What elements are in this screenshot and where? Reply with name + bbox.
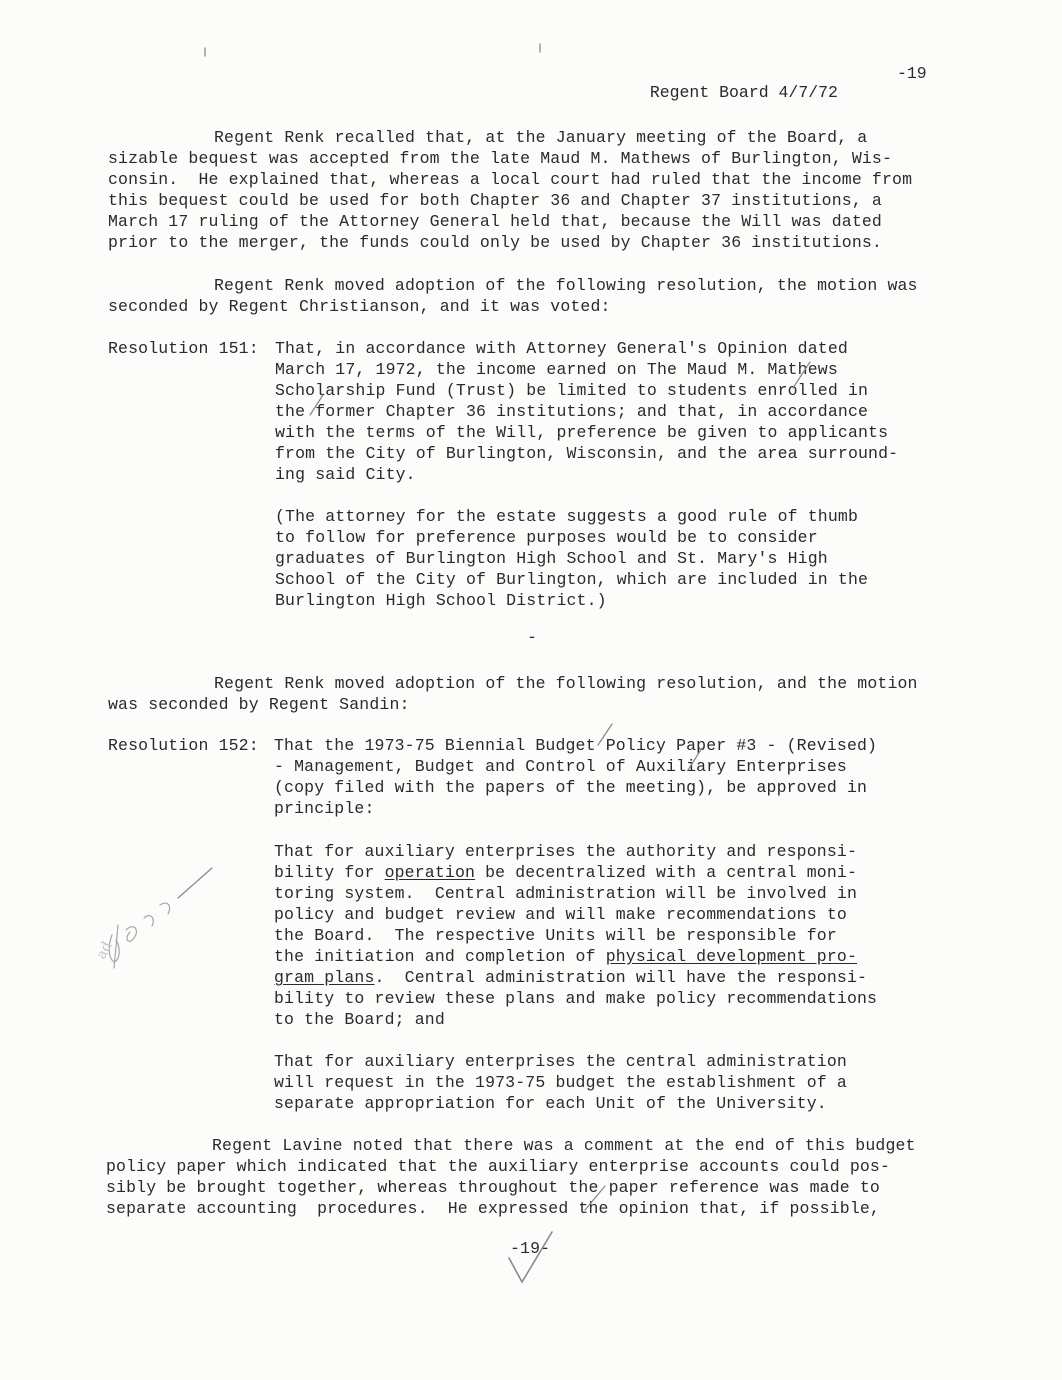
- text-line: [274, 946, 857, 967]
- text-line: Regent Lavine noted that there was a comment at the end of this budget: [212, 1136, 916, 1155]
- resolution-label: Resolution 151:: [108, 339, 259, 358]
- text-line: from the City of Burlington, Wisconsin, and the area surround-: [275, 444, 899, 463]
- text-line: graduates of Burlington High School and St. Mary's High: [275, 549, 828, 568]
- text-line: separate appropriation for each Unit of the University.: [274, 1094, 827, 1113]
- underlined-text: gram plans: [274, 968, 375, 987]
- text-line: Scholarship Fund (Trust) be limited to students enrolled in: [275, 381, 869, 400]
- text-line: [274, 967, 867, 988]
- header-page-number: -19: [897, 64, 927, 83]
- text-line: to follow for preference purposes would be to consider: [275, 528, 818, 547]
- text-line: sibly be brought together, whereas throughout the paper reference was made to: [106, 1178, 880, 1197]
- text-span: be decentralized with a central moni-: [475, 863, 858, 882]
- text-line: (The attorney for the estate suggests a good rule of thumb: [275, 507, 858, 526]
- resolution-label: Resolution 152:: [108, 736, 259, 755]
- underlined-text: operation: [384, 863, 476, 882]
- text-span: bility for: [274, 863, 385, 882]
- underlined-text: physical development pro-: [605, 947, 857, 966]
- text-line: Regent Renk recalled that, at the January meeting of the Board, a: [214, 128, 868, 147]
- text-line: the former Chapter 36 institutions; and that, in accordance: [275, 402, 869, 421]
- text-span: . Central administration will have the responsi-: [374, 968, 868, 987]
- text-line: with the terms of the Will, preference be given to applicants: [275, 423, 889, 442]
- text-line: That for auxiliary enterprises the authority and responsi-: [274, 842, 857, 861]
- handwritten-note: ad: [93, 939, 116, 962]
- text-line: That for auxiliary enterprises the central administration: [274, 1052, 847, 1071]
- text-line: (copy filed with the papers of the meeting), be approved in: [274, 778, 868, 797]
- text-line: [274, 862, 857, 883]
- text-line: the Board. The respective Units will be responsible for: [274, 926, 837, 945]
- text-line: School of the City of Burlington, which are included in the: [275, 570, 869, 589]
- text-line: Regent Renk moved adoption of the following resolution, and the motion: [214, 674, 918, 693]
- text-span: the initiation and completion of: [274, 947, 606, 966]
- text-line: sizable bequest was accepted from the late Maud M. Mathews of Burlington, Wis-: [108, 149, 893, 168]
- text-line: was seconded by Regent Sandin:: [108, 695, 410, 714]
- text-line: to the Board; and: [274, 1010, 445, 1029]
- text-line: will request in the 1973-75 budget the establishment of a: [274, 1073, 847, 1092]
- text-line: prior to the merger, the funds could only be used by Chapter 36 institutions.: [108, 233, 882, 252]
- text-line: seconded by Regent Christianson, and it was voted:: [108, 297, 611, 316]
- text-line: March 17, 1972, the income earned on The Maud M. Mathews: [275, 360, 838, 379]
- text-line: policy paper which indicated that the auxiliary enterprise accounts could pos-: [106, 1157, 891, 1176]
- text-line: bility to review these plans and make policy recommendations: [274, 989, 878, 1008]
- text-line: March 17 ruling of the Attorney General held that, because the Will was dated: [108, 212, 882, 231]
- text-line: - Management, Budget and Control of Auxiliary Enterprises: [274, 757, 847, 776]
- text-line: toring system. Central administration will be involved in: [274, 884, 857, 903]
- text-line: ing said City.: [275, 465, 416, 484]
- separator-mark: -: [527, 628, 538, 647]
- text-line: separate accounting procedures. He expressed the opinion that, if possible,: [106, 1199, 880, 1218]
- text-line: consin. He explained that, whereas a local court had ruled that the income from: [108, 170, 913, 189]
- text-line: policy and budget review and will make recommendations to: [274, 905, 847, 924]
- handwritten-scrawl: [109, 903, 169, 968]
- text-line: principle:: [274, 799, 375, 818]
- text-line: That the 1973-75 Biennial Budget Policy Paper #3 - (Revised): [274, 736, 878, 755]
- text-line: this bequest could be used for both Chapter 36 and Chapter 37 institutions, a: [108, 191, 882, 210]
- text-line: That, in accordance with Attorney General's Opinion dated: [275, 339, 848, 358]
- header-title: Regent Board 4/7/72: [649, 83, 838, 102]
- pen-slash: [178, 868, 212, 898]
- text-line: Burlington High School District.): [275, 591, 607, 610]
- text-line: Regent Renk moved adoption of the following resolution, the motion was: [214, 276, 918, 295]
- footer-page-number: -19-: [510, 1239, 551, 1258]
- page-header: [630, 64, 838, 102]
